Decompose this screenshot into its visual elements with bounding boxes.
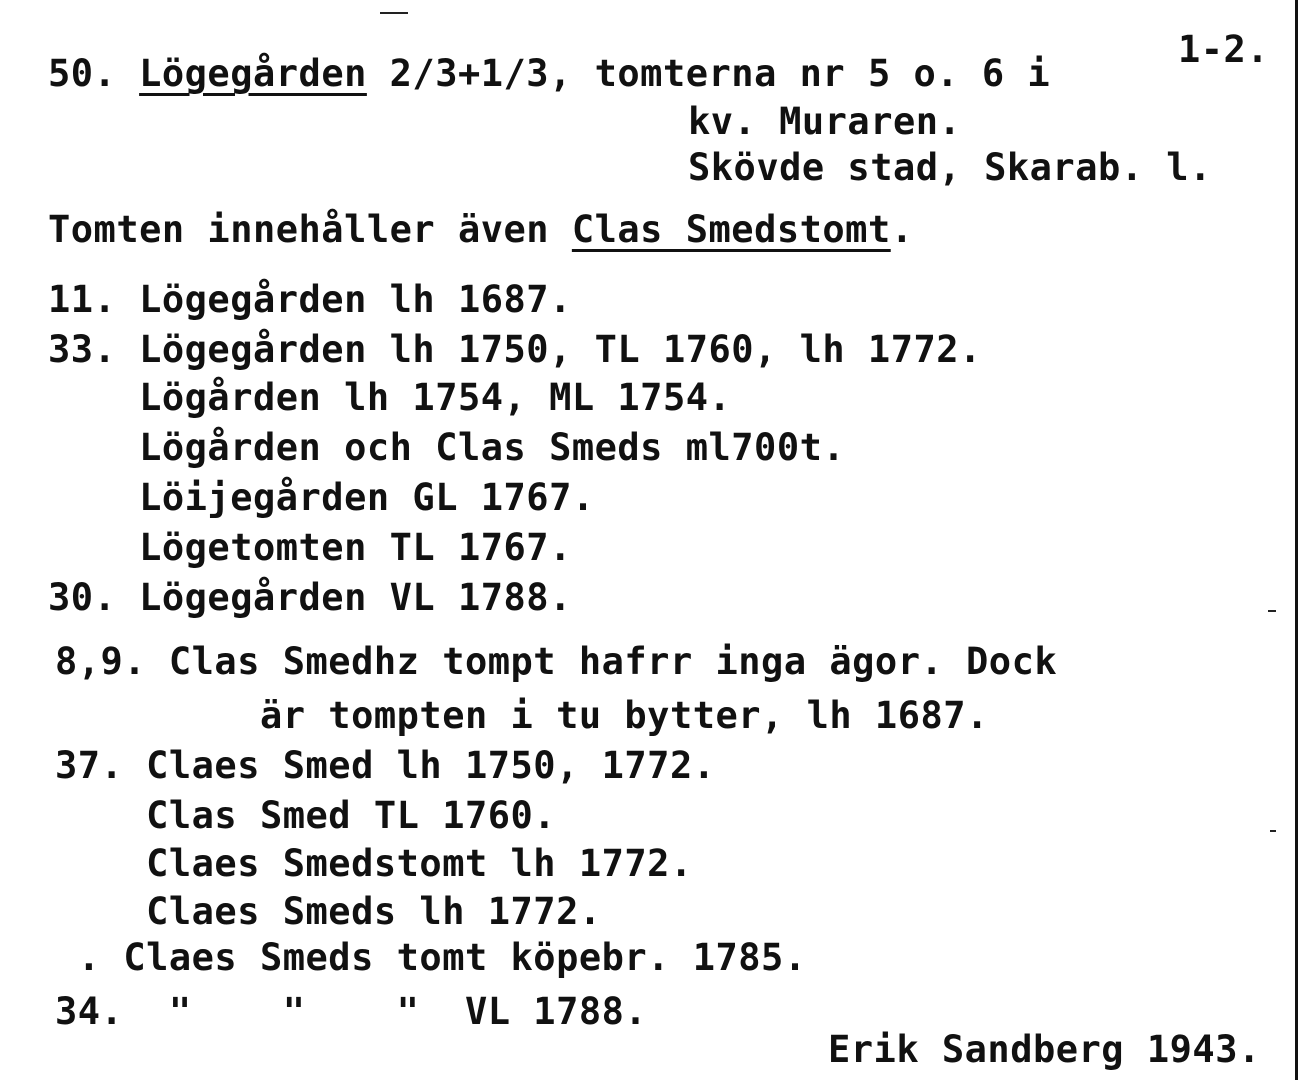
heading-line <box>48 52 1050 96</box>
card-right-edge <box>1295 0 1298 1080</box>
note-suffix: . <box>890 208 914 251</box>
entry-number: 50. <box>48 52 117 95</box>
record-line: Clas Smed TL 1760. <box>55 794 557 837</box>
record-line: är tompten i tu bytter, lh 1687. <box>55 694 989 737</box>
signature: Erik Sandberg 1943. <box>828 1028 1261 1071</box>
property-name: Lögegården <box>139 52 367 95</box>
note-underlined: Clas Smedstomt <box>571 208 891 251</box>
record-line: 33. Lögegården lh 1750, TL 1760, lh 1772. <box>48 328 982 371</box>
corner-reference: 1-2. <box>1178 28 1270 71</box>
record-line: 34. " " " VL 1788. <box>55 990 648 1033</box>
record-line: 30. Lögegården VL 1788. <box>48 576 572 619</box>
record-line: Lögården och Clas Smeds ml700t. <box>48 426 846 469</box>
note-line <box>48 208 914 252</box>
record-line: Lögården lh 1754, ML 1754. <box>48 376 732 419</box>
scan-speck <box>1270 830 1276 832</box>
record-line: 11. Lögegården lh 1687. <box>48 278 572 321</box>
record-line: Löijegården GL 1767. <box>48 476 595 519</box>
scan-speck <box>380 12 408 14</box>
scan-speck <box>1268 610 1276 612</box>
record-line: Claes Smedstomt lh 1772. <box>55 842 693 885</box>
record-line: 8,9. Clas Smedhz tompt hafrr inga ägor. Dock <box>55 640 1058 683</box>
record-line: Claes Smeds lh 1772. <box>55 890 602 933</box>
heading-line-3: Skövde stad, Skarab. l. <box>688 146 1212 189</box>
heading-line-2: kv. Muraren. <box>688 100 962 143</box>
note-prefix: Tomten innehåller även <box>48 208 572 251</box>
record-line: Lögetomten TL 1767. <box>48 526 572 569</box>
record-line: 37. Claes Smed lh 1750, 1772. <box>55 744 716 787</box>
heading-rest: 2/3+1/3, tomterna nr 5 o. 6 i <box>366 52 1051 95</box>
record-line: . Claes Smeds tomt köpebr. 1785. <box>55 936 807 979</box>
